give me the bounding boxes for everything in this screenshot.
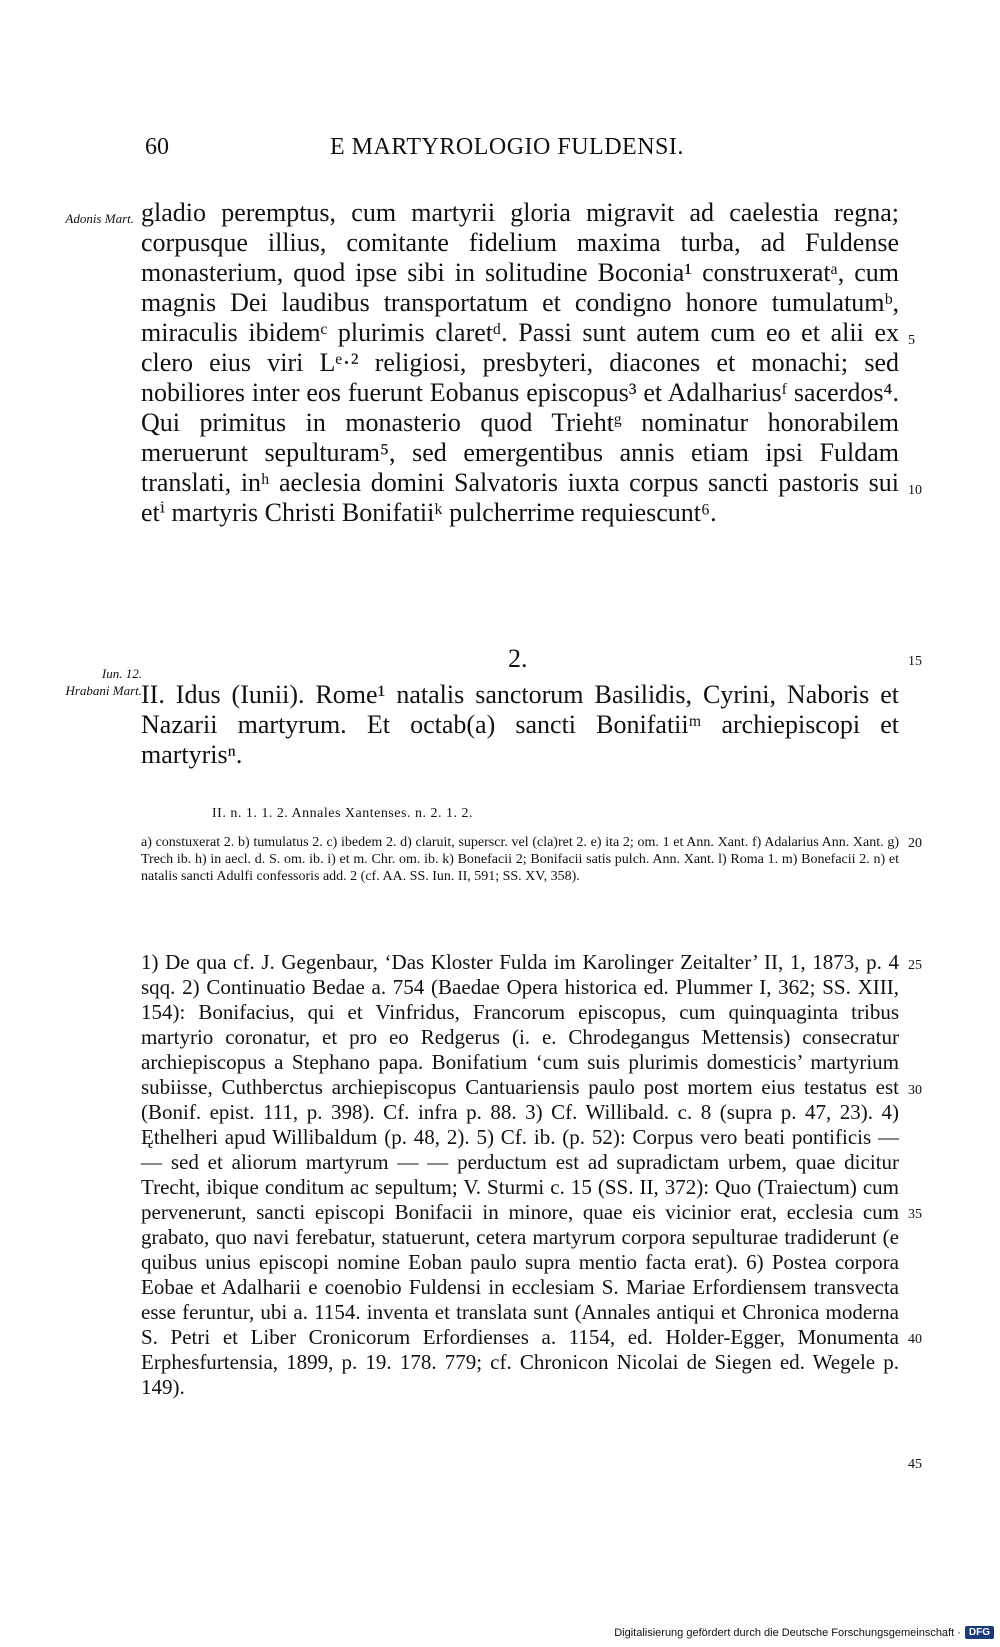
line-number-15: 15 xyxy=(908,654,922,669)
line-number-10: 10 xyxy=(908,483,922,498)
line-number-30: 30 xyxy=(908,1083,922,1098)
footnotes: 1) De qua cf. J. Gegenbaur, ‘Das Kloster Fulda im Karolinger Zeitalter’ II, 1, 1873, p. 4 sqq. 2) Continuatio Bedae a. 754 (Baedae Opera historica ed. Plummer I, 362; SS. XIII, 154): Bonifacius, qui et Vinfridus, Francorum episcopus, cum quinquaginta tribus martyrio coronatur, et pro eo Redgerus (i. e. Chrodegangus Mettensis) consecratur archiepiscopus a Stephano papa. Bonifatium ‘cum suis plurimis domesticis’ martyrium subiisse, Cuthberctus archiepiscopus Cantuariensis paulo post mortem eius testatus est (Bonif. epist. 111, p. 398). Cf. infra p. 88. 3) Cf. Willibald. c. 8 (supra p. 47, 23). 4) Ęthelheri apud Willibaldum (p. 48, 2). 5) Cf. ib. (p. 52): Corpus vero beati pontificis — — sed et aliorum martyrum — — perductum est ad supradictam urbem, quae dicitur Trecht, ibique conditum ac sepultum; V. Sturmi c. 15 (SS. II, 372): Quo (Traiectum) cum pervenerunt, sancti episcopi Bonifacii in minore, quae eis vicinior erat, ecclesia cum grabato, quo navi ferebatur, statuerunt, cetera martyrum corpora sepulturae tradiderunt (e quibus unius episcopi nomine Eoban paulo supra mentio facta erat). 6) Postea corpora Eobae et Adalharii e coenobio Fuldensi in ecclesiam S. Mariae Erfordiensem transvecta esse feruntur, ubi a. 1154. inventa et translata sunt (Annales antiqui et Chronica moderna S. Petri et Liber Cronicorum Erfordienses a. 1154, ed. Holder-Egger, Monumenta Erphesfurtensia, 1899, p. 19. 178. 779; cf. Chronicon Nicolai de Siegen ed. Wegele p. 149). xyxy=(141,950,899,1399)
section-number: 2. xyxy=(508,644,528,673)
main-paragraph-2: II. Idus (Iunii). Rome¹ natalis sanctorum Basilidis, Cyrini, Naboris et Nazarii martyrum. Et octab(a) sancti Bonifatiiᵐ archiepiscopi et martyrisⁿ. xyxy=(141,680,899,769)
line-number-5: 5 xyxy=(908,333,915,348)
page-number: 60 xyxy=(145,134,169,160)
margin-note-hrabani: Hrabani Mart. xyxy=(65,683,142,698)
line-number-35: 35 xyxy=(908,1207,922,1222)
page-title: E MARTYROLOGIO FULDENSI. xyxy=(330,134,684,160)
apparatus-heading: II. n. 1. 1. 2. Annales Xantenses. n. 2. 1. 2. xyxy=(212,806,473,821)
line-number-45: 45 xyxy=(908,1457,922,1472)
footer-credit xyxy=(614,1626,994,1639)
margin-note-date-block xyxy=(30,665,142,699)
margin-note-date: Iun. 12. xyxy=(101,666,142,681)
main-paragraph-1: gladio peremptus, cum martyrii gloria migravit ad caelestia regna; corpusque illius, comitante fidelium maxima turba, ad Fuldense monasterium, quod ipse sibi in solitudine Boconia¹ construxeratᵃ, cum magnis Dei laudibus transportatum et condigno honore tumulatumᵇ, miraculis ibidemᶜ plurimis claretᵈ. Passi sunt autem cum eo et alii ex clero eius viri Lᵉ·² religiosi, presbyteri, diacones et monachi; sed nobiliores inter eos fuerunt Eobanus episcopus³ et Adalhariusᶠ sacerdos⁴. Qui primitus in monasterio quod Triehtᵍ nominatur honorabilem meruerunt sepulturam⁵, sed emergentibus annis etiam ipsi Fuldam translati, inʰ aeclesia domini Salvatoris iuxta corpus sancti pastoris sui etⁱ martyris Christi Bonifatiiᵏ pulcherrime requiescunt⁶. xyxy=(141,198,899,527)
line-number-40: 40 xyxy=(908,1332,922,1347)
line-number-25: 25 xyxy=(908,958,922,973)
line-number-20: 20 xyxy=(908,836,922,851)
margin-note-source: Adonis Mart. xyxy=(65,211,134,226)
footer-text: Digitalisierung gefördert durch die Deutsche Forschungsgemeinschaft · xyxy=(614,1626,961,1639)
dfg-logo-icon: DFG xyxy=(965,1626,994,1639)
apparatus-notes: a) constuxerat 2. b) tumulatus 2. c) ibedem 2. d) claruit, superscr. vel (cla)ret 2. e) ita 2; om. 1 et Ann. Xant. f) Adalarius Ann. Xant. g) Trech ib. h) in aecl. d. S. om. ib. i) et m. Chr. om. ib. k) Bonefacii 2; Bonifacii satis pulch. Ann. Xant. l) Roma 1. m) Bonefacii 2. n) et natalis sancti Adulfi confessoris add. 2 (cf. AA. SS. Iun. II, 591; SS. XV, 358). xyxy=(141,835,899,884)
